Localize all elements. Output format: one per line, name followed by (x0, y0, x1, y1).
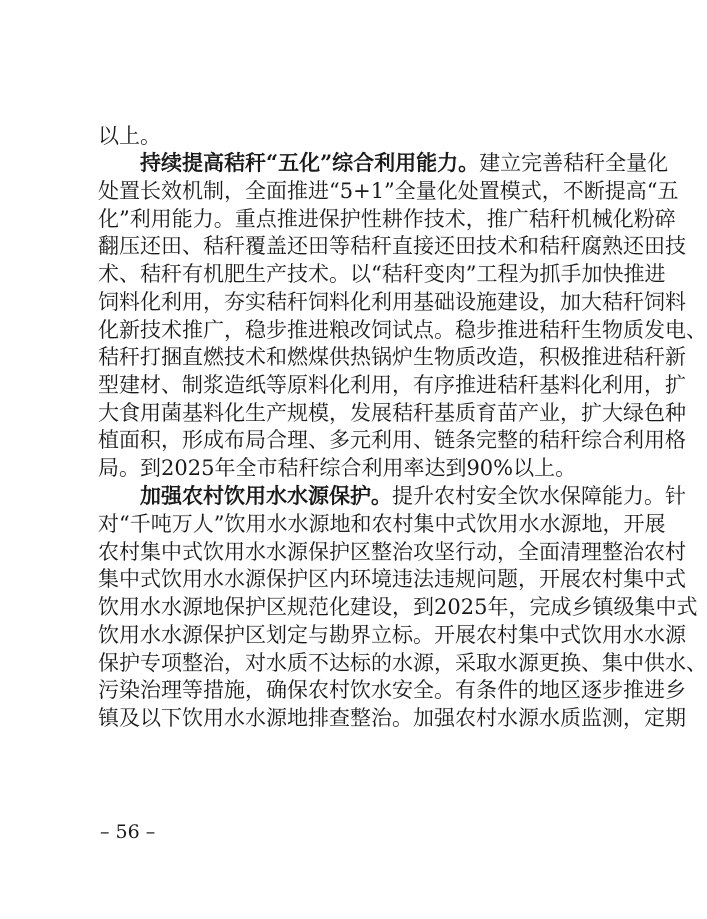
paragraph-2-lead: 加强农村饮用水水源保护。 (140, 483, 392, 508)
paragraph-1-lead: 持续提高秸秆“五化”综合利用能力。 (140, 150, 480, 175)
text-line: 集中式饮用水水源保护区内环境违法违规问题，开展农村集中式 (98, 567, 686, 591)
text-line: 型建材、制浆造纸等原料化利用，有序推进秸秆基料化利用，扩 (98, 373, 686, 397)
text-line: 秸秆打捆直燃技术和燃煤供热锅炉生物质改造，积极推进秸秆新 (98, 345, 686, 369)
text-line: 对“千吨万人”饮用水水源地和农村集中式饮用水水源地，开展 (98, 512, 666, 536)
text-fragment: 建立完善秸秆全量化 (479, 151, 669, 175)
text-fragment: 提升农村安全饮水保障能力。针 (392, 484, 686, 508)
paragraph-2-first-line (140, 481, 686, 511)
text-line: 镇及以下饮用水水源地排查整治。加强农村水源水质监测，定期 (98, 706, 686, 730)
text-line: 术、秸秆有机肥生产技术。以“秸秆变肉”工程为抓手加快推进 (98, 262, 666, 286)
text-line: 饲料化利用，夯实秸秆饲料化利用基础设施建设，加大秸秆饲料 (98, 290, 686, 314)
text-line: 化新技术推广，稳步推进粮改饲试点。稳步推进秸秆生物质发电、 (98, 318, 707, 342)
text-line: 保护专项整治，对水质不达标的水源，采取水源更换、集中供水、 (98, 651, 707, 675)
page-number: – 56 – (100, 821, 156, 843)
text-line: 以上。 (98, 124, 161, 148)
text-line: 化”利用能力。重点推进保护性耕作技术，推广秸秆机械化粉碎 (98, 207, 676, 231)
text-line: 翻压还田、秸秆覆盖还田等秸秆直接还田技术和秸秆腐熟还田技 (98, 234, 686, 258)
text-line: 污染治理等措施，确保农村饮水安全。有条件的地区逐步推进乡 (98, 678, 686, 702)
text-line: 大食用菌基料化生产规模，发展秸秆基质育苗产业，扩大绿色种 (98, 401, 686, 425)
paragraph-1-first-line (140, 148, 669, 178)
text-line: 局。到2025年全市秸秆综合利用率达到90%以上。 (98, 456, 577, 480)
text-line: 植面积，形成布局合理、多元利用、链条完整的秸秆综合利用格 (98, 428, 686, 452)
text-line: 饮用水水源地保护区规范化建设，到2025年，完成乡镇级集中式 (98, 595, 698, 619)
text-line: 处置长效机制，全面推进“5+1”全量化处置模式，不断提高“五 (98, 179, 679, 203)
text-line: 饮用水水源保护区划定与勘界立标。开展农村集中式饮用水水源 (98, 623, 686, 647)
text-line: 农村集中式饮用水水源保护区整治攻坚行动，全面清理整治农村 (98, 540, 686, 564)
